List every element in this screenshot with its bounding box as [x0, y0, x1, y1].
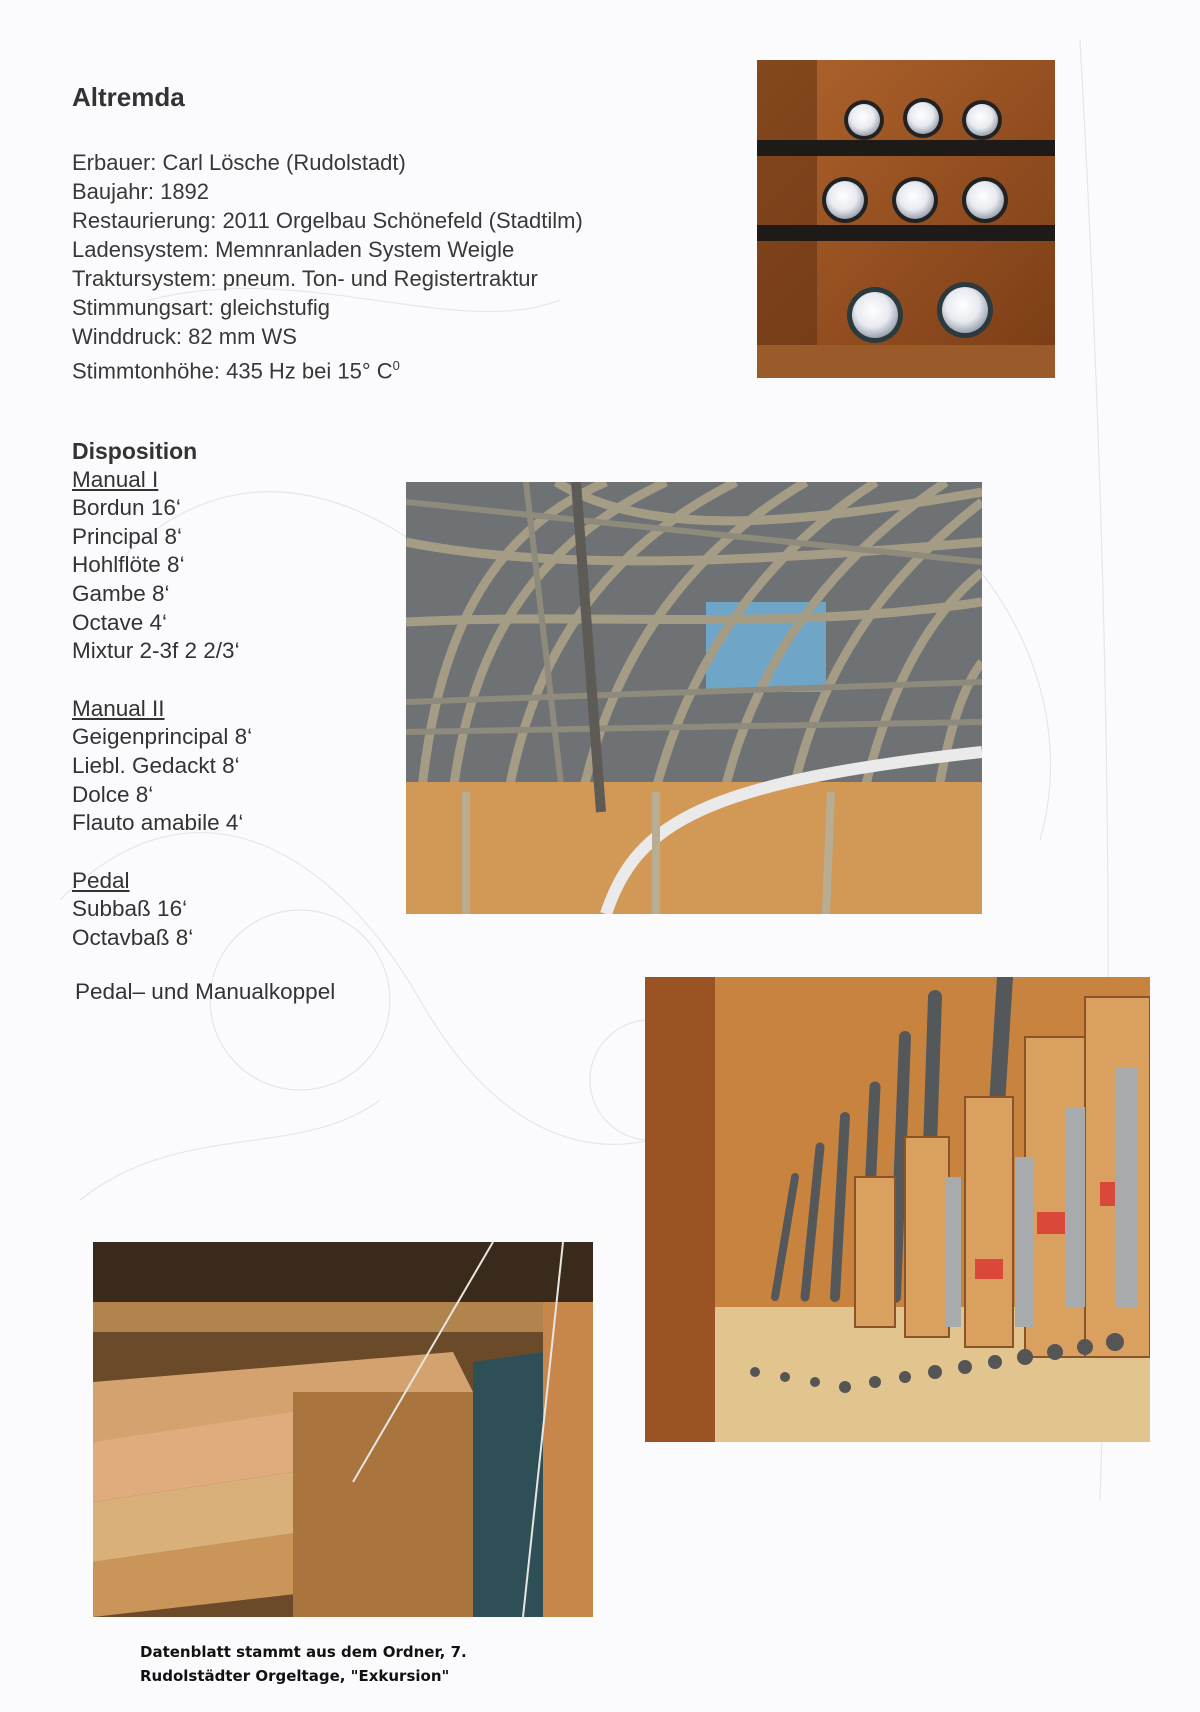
stop-item: Octavbaß 8‘: [72, 924, 194, 950]
spec-row: Stimmtonhöhe: 435 Hz bei 15° $C^0$: [72, 358, 400, 384]
stop-item: Octave 4‘: [72, 609, 168, 635]
spec-row: Stimmungsart: gleichstufig: [72, 295, 331, 320]
stop-item: Principal 8‘: [72, 523, 183, 549]
manual2-heading: Manual II: [72, 695, 165, 721]
photo-organ-pipes: [645, 977, 1150, 1442]
stop-item: Geigenprincipal 8‘: [72, 724, 253, 750]
footer-note: [140, 1640, 467, 1688]
stop-item: Liebl. Gedackt 8‘: [72, 752, 240, 778]
photo-wind-chest: [93, 1242, 593, 1617]
photo-pneumatic-tubing: [406, 482, 982, 914]
footer-line: Rudolstädter Orgeltage, "Exkursion": [140, 1667, 450, 1685]
stop-item: Subbaß 16‘: [72, 896, 188, 922]
spec-row: Traktursystem: pneum. Ton- und Registertraktur: [72, 266, 538, 291]
spec-row: Erbauer: Carl Lösche (Rudolstadt): [72, 150, 406, 175]
page-title: Altremda: [72, 82, 185, 112]
manual1-heading: Manual I: [72, 466, 159, 492]
stop-item: Bordun 16‘: [72, 495, 181, 521]
stop-item: Flauto amabile 4‘: [72, 810, 244, 836]
disposition-section: [72, 437, 252, 953]
footer-line: Datenblatt stammt aus dem Ordner, 7.: [140, 1643, 467, 1661]
specs-list: [72, 148, 583, 385]
spec-row: Ladensystem: Memnranladen System Weigle: [72, 237, 515, 262]
pedal-heading: Pedal: [72, 867, 130, 893]
spec-row: Winddruck: 82 mm WS: [72, 324, 297, 349]
couplers-text: Pedal– und Manualkoppel: [75, 979, 336, 1004]
stop-item: Dolce 8‘: [72, 781, 154, 807]
stop-item: Mixtur 2-3f 2 2/3‘: [72, 638, 240, 664]
stop-item: Gambe 8‘: [72, 580, 170, 606]
photo-stop-knobs: [757, 60, 1055, 378]
stop-item: Hohlflöte 8‘: [72, 552, 185, 578]
spec-row: Restaurierung: 2011 Orgelbau Schönefeld (Stadtilm): [72, 208, 583, 233]
disposition-heading: Disposition: [72, 438, 198, 464]
spec-row: Baujahr: 1892: [72, 179, 210, 204]
